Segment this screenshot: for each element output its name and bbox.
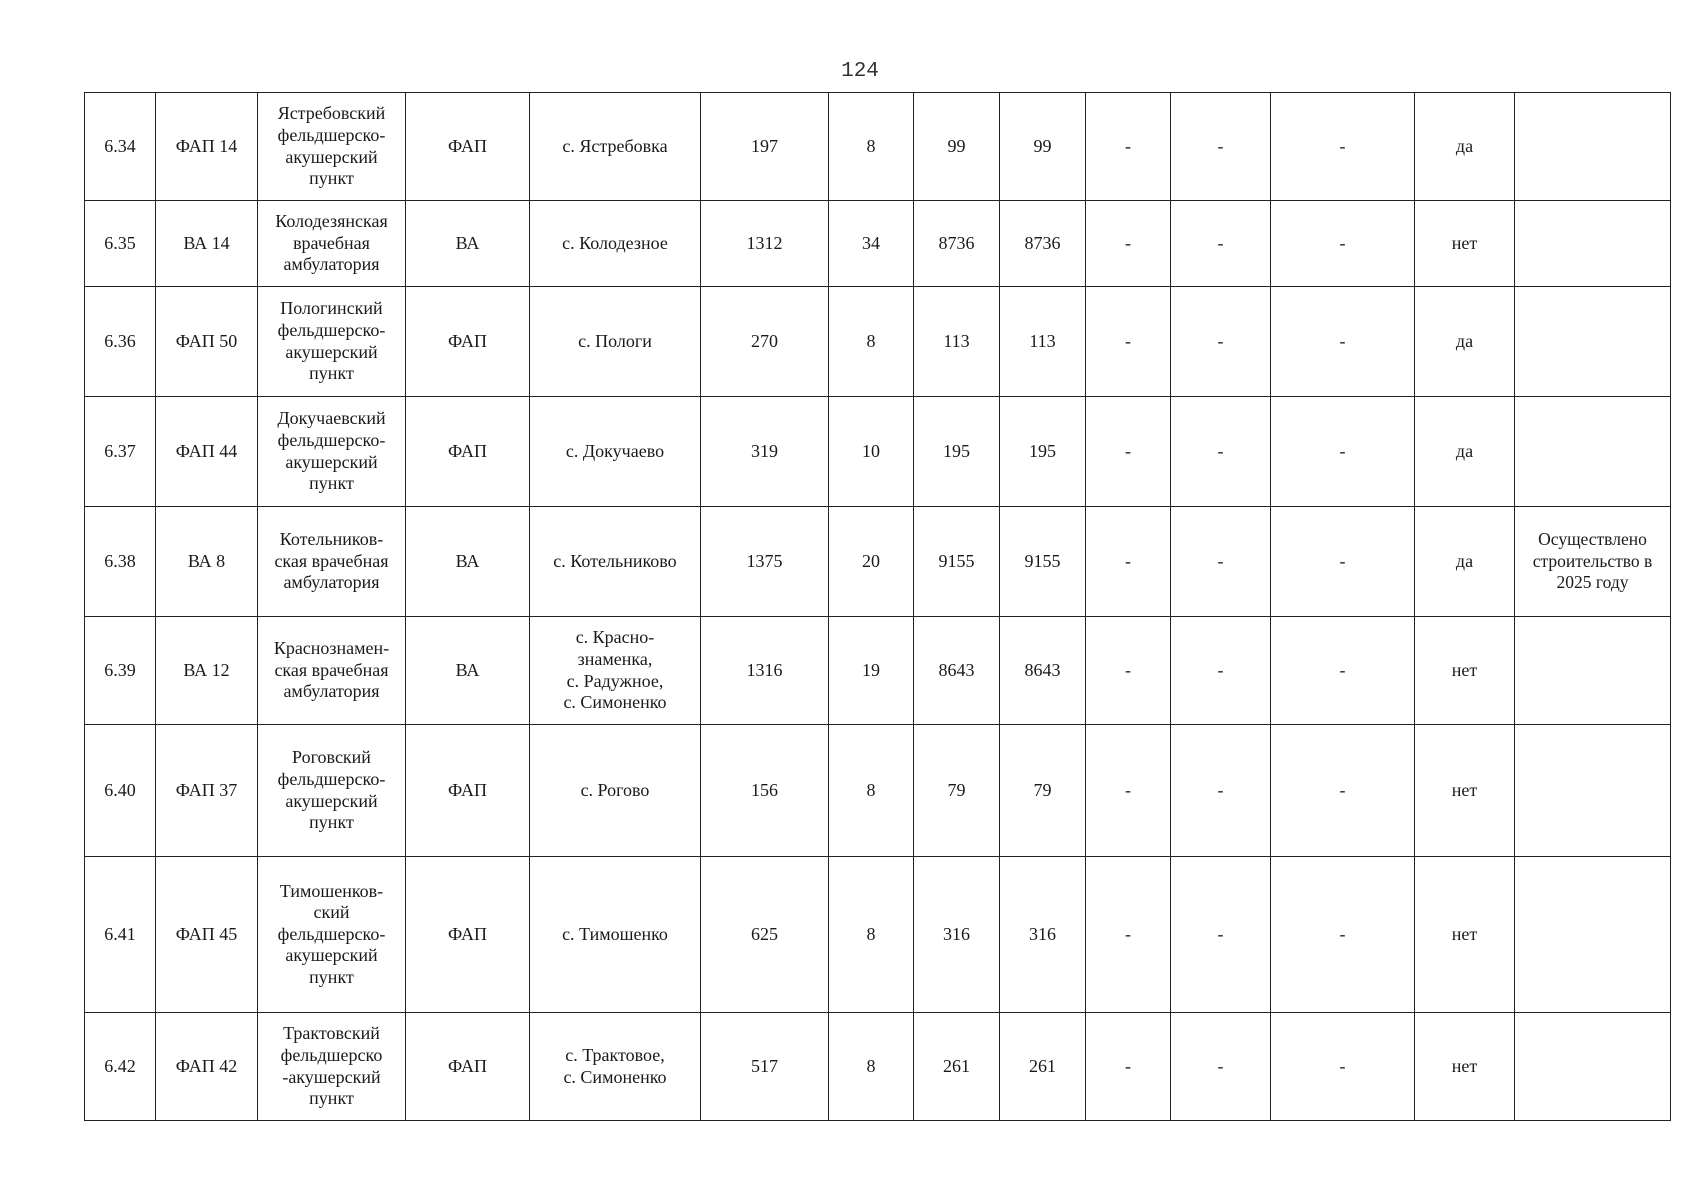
table-row — [85, 617, 1671, 725]
row-number-cell — [85, 725, 156, 857]
dash-1-text: - — [1125, 440, 1131, 461]
dash-2-cell — [1171, 1013, 1271, 1121]
value-4-cell — [1000, 93, 1086, 201]
facility-name-text: Пологинский фельдшерско- акушерский пункт — [277, 298, 386, 384]
value-2-cell — [829, 725, 914, 857]
value-1-text: 156 — [751, 779, 778, 800]
settlement-cell — [530, 397, 701, 507]
flag-cell — [1415, 617, 1515, 725]
facility-name-cell — [258, 617, 406, 725]
facility-name-cell — [258, 93, 406, 201]
value-3-cell — [914, 1013, 1000, 1121]
dash-2-cell — [1171, 287, 1271, 397]
dash-2-cell — [1171, 725, 1271, 857]
facility-type-cell — [406, 1013, 530, 1121]
value-1-text: 517 — [751, 1055, 778, 1076]
dash-1-cell — [1086, 617, 1171, 725]
facility-name-text: Ястребовский фельдшерско- акушерский пункт — [277, 103, 386, 189]
row-number-text: 6.41 — [104, 923, 136, 944]
facility-type-text: ВА — [455, 232, 480, 253]
value-1-cell — [701, 93, 829, 201]
settlement-text: с. Рогово — [580, 779, 650, 800]
page-number: 124 — [841, 60, 879, 83]
row-number-text: 6.36 — [104, 330, 136, 351]
flag-text: нет — [1451, 659, 1478, 680]
facility-name-cell — [258, 507, 406, 617]
value-1-cell — [701, 1013, 829, 1121]
flag-cell — [1415, 507, 1515, 617]
value-1-cell — [701, 507, 829, 617]
dash-3-text: - — [1339, 232, 1346, 253]
facility-type-cell — [406, 397, 530, 507]
facility-name-text: Докучаевский фельдшерско- акушерский пункт — [277, 408, 386, 494]
flag-text: нет — [1451, 923, 1478, 944]
dash-3-text: - — [1339, 440, 1346, 461]
value-3-text: 99 — [947, 135, 966, 156]
value-2-text: 8 — [866, 923, 876, 944]
facility-type-text: ФАП — [447, 1055, 488, 1076]
facility-name-text: Роговский фельдшерско- акушерский пункт — [277, 747, 386, 833]
value-3-cell — [914, 725, 1000, 857]
value-2-cell — [829, 201, 914, 287]
row-number-cell — [85, 287, 156, 397]
value-4-text: 195 — [1029, 440, 1056, 461]
flag-text: нет — [1451, 779, 1478, 800]
value-1-text: 625 — [751, 923, 778, 944]
dash-2-text: - — [1217, 135, 1224, 156]
value-1-cell — [701, 397, 829, 507]
table-row — [85, 93, 1671, 201]
dash-1-cell — [1086, 287, 1171, 397]
facility-name-cell — [258, 725, 406, 857]
note-cell — [1515, 287, 1671, 397]
facility-type-text: ФАП — [447, 440, 488, 461]
value-1-cell — [701, 617, 829, 725]
settlement-cell — [530, 1013, 701, 1121]
value-2-text: 19 — [862, 659, 880, 680]
value-4-cell — [1000, 617, 1086, 725]
dash-2-text: - — [1217, 550, 1224, 571]
settlement-text: с. Ястребовка — [562, 135, 668, 156]
row-number-cell — [85, 857, 156, 1013]
value-1-cell — [701, 725, 829, 857]
note-cell — [1515, 725, 1671, 857]
facility-name-text: Трактовский фельдшерско -акушерский пункт — [280, 1023, 383, 1109]
settlement-text: с. Котельниково — [553, 550, 677, 571]
value-1-cell — [701, 857, 829, 1013]
table-row — [85, 725, 1671, 857]
facility-code-cell — [156, 507, 258, 617]
facility-name-cell — [258, 287, 406, 397]
dash-2-text: - — [1217, 440, 1224, 461]
flag-cell — [1415, 201, 1515, 287]
dash-1-cell — [1086, 201, 1171, 287]
row-number-text: 6.35 — [104, 232, 136, 253]
value-2-text: 8 — [866, 330, 876, 351]
value-2-text: 8 — [866, 779, 876, 800]
value-2-text: 10 — [862, 440, 880, 461]
table-row — [85, 1013, 1671, 1121]
dash-2-cell — [1171, 93, 1271, 201]
facility-name-text: Котельников- ская врачебная амбулатория — [274, 529, 389, 593]
settlement-text: с. Пологи — [578, 330, 652, 351]
value-4-text: 8643 — [1024, 659, 1061, 680]
dash-1-cell — [1086, 93, 1171, 201]
note-cell — [1515, 93, 1671, 201]
value-4-cell — [1000, 201, 1086, 287]
value-2-cell — [829, 507, 914, 617]
value-1-cell — [701, 201, 829, 287]
dash-2-text: - — [1217, 779, 1224, 800]
note-cell — [1515, 201, 1671, 287]
dash-2-text: - — [1217, 232, 1224, 253]
dash-1-cell — [1086, 1013, 1171, 1121]
dash-3-cell — [1271, 507, 1415, 617]
dash-1-text: - — [1125, 550, 1131, 571]
row-number-cell — [85, 201, 156, 287]
facility-code-text: ФАП 45 — [175, 923, 238, 944]
dash-2-cell — [1171, 397, 1271, 507]
row-number-cell — [85, 507, 156, 617]
value-2-text: 20 — [862, 550, 880, 571]
dash-2-cell — [1171, 617, 1271, 725]
value-3-text: 8643 — [938, 659, 975, 680]
value-1-text: 1316 — [746, 659, 783, 680]
value-4-cell — [1000, 287, 1086, 397]
value-3-cell — [914, 201, 1000, 287]
dash-1-text: - — [1125, 1055, 1131, 1076]
note-cell — [1515, 617, 1671, 725]
flag-cell — [1415, 725, 1515, 857]
flag-cell — [1415, 857, 1515, 1013]
table-row — [85, 201, 1671, 287]
facility-name-cell — [258, 201, 406, 287]
value-4-text: 261 — [1029, 1055, 1056, 1076]
value-2-text: 34 — [862, 232, 880, 253]
dash-3-text: - — [1339, 923, 1346, 944]
value-3-text: 316 — [943, 923, 970, 944]
dash-3-cell — [1271, 397, 1415, 507]
value-1-cell — [701, 287, 829, 397]
facility-code-cell — [156, 1013, 258, 1121]
value-4-text: 9155 — [1024, 550, 1061, 571]
dash-3-text: - — [1339, 550, 1346, 571]
value-4-text: 316 — [1029, 923, 1056, 944]
settlement-text: с. Трактовое, с. Симоненко — [563, 1044, 667, 1087]
note-cell — [1515, 397, 1671, 507]
dash-2-cell — [1171, 201, 1271, 287]
settlement-cell — [530, 507, 701, 617]
dash-1-text: - — [1125, 232, 1131, 253]
value-4-text: 113 — [1029, 330, 1056, 351]
value-2-cell — [829, 617, 914, 725]
dash-3-text: - — [1339, 330, 1346, 351]
row-number-cell — [85, 617, 156, 725]
value-2-text: 8 — [866, 135, 876, 156]
value-3-text: 195 — [943, 440, 970, 461]
table-row — [85, 857, 1671, 1013]
dash-1-cell — [1086, 397, 1171, 507]
dash-2-cell — [1171, 507, 1271, 617]
facility-code-cell — [156, 857, 258, 1013]
facility-code-cell — [156, 397, 258, 507]
facility-name-text: Тимошенков- ский фельдшерско- акушерский пункт — [277, 880, 386, 987]
dash-2-cell — [1171, 857, 1271, 1013]
facility-type-text: ФАП — [447, 779, 488, 800]
settlement-cell — [530, 617, 701, 725]
value-3-text: 113 — [943, 330, 970, 351]
note-cell — [1515, 857, 1671, 1013]
value-2-cell — [829, 1013, 914, 1121]
facility-type-text: ФАП — [447, 135, 488, 156]
dash-1-cell — [1086, 507, 1171, 617]
dash-1-text: - — [1125, 923, 1131, 944]
facility-type-cell — [406, 857, 530, 1013]
value-3-cell — [914, 397, 1000, 507]
dash-2-text: - — [1217, 330, 1224, 351]
dash-1-text: - — [1125, 330, 1131, 351]
facility-code-cell — [156, 287, 258, 397]
value-3-text: 261 — [943, 1055, 970, 1076]
dash-3-cell — [1271, 201, 1415, 287]
flag-text: нет — [1451, 232, 1478, 253]
facility-name-text: Колодезянская врачебная амбулатория — [275, 211, 388, 275]
facility-name-cell — [258, 857, 406, 1013]
note-text: Осуществлено строительство в 2025 году — [1532, 528, 1653, 593]
dash-1-text: - — [1125, 779, 1131, 800]
settlement-text: с. Докучаево — [565, 440, 665, 461]
value-3-cell — [914, 507, 1000, 617]
facility-type-cell — [406, 617, 530, 725]
facility-type-text: ВА — [455, 550, 480, 571]
dash-3-text: - — [1339, 659, 1346, 680]
facility-type-cell — [406, 93, 530, 201]
value-4-cell — [1000, 397, 1086, 507]
flag-text: да — [1455, 550, 1474, 571]
flag-text: да — [1455, 330, 1474, 351]
facility-code-text: ВА 12 — [183, 659, 230, 680]
settlement-text: с. Тимошенко — [562, 923, 668, 944]
value-3-text: 9155 — [938, 550, 975, 571]
dash-3-cell — [1271, 857, 1415, 1013]
row-number-text: 6.40 — [104, 779, 136, 800]
row-number-text: 6.34 — [104, 135, 136, 156]
facility-code-cell — [156, 725, 258, 857]
value-2-text: 8 — [866, 1055, 876, 1076]
row-number-text: 6.37 — [104, 440, 136, 461]
value-4-cell — [1000, 725, 1086, 857]
dash-2-text: - — [1217, 1055, 1224, 1076]
value-2-cell — [829, 93, 914, 201]
facility-name-cell — [258, 397, 406, 507]
value-3-cell — [914, 93, 1000, 201]
settlement-cell — [530, 725, 701, 857]
dash-3-cell — [1271, 725, 1415, 857]
facility-type-text: ФАП — [447, 330, 488, 351]
flag-cell — [1415, 287, 1515, 397]
value-4-text: 99 — [1033, 135, 1052, 156]
dash-3-cell — [1271, 1013, 1415, 1121]
flag-text: да — [1455, 135, 1474, 156]
flag-cell — [1415, 1013, 1515, 1121]
note-cell — [1515, 507, 1671, 617]
value-4-text: 79 — [1033, 779, 1052, 800]
facility-type-text: ВА — [455, 659, 480, 680]
value-1-text: 270 — [751, 330, 778, 351]
value-1-text: 1312 — [746, 232, 783, 253]
row-number-cell — [85, 93, 156, 201]
dash-3-cell — [1271, 93, 1415, 201]
dash-2-text: - — [1217, 659, 1224, 680]
dash-1-cell — [1086, 725, 1171, 857]
value-3-text: 8736 — [938, 232, 975, 253]
value-4-cell — [1000, 1013, 1086, 1121]
dash-2-text: - — [1217, 923, 1224, 944]
flag-text: да — [1455, 440, 1474, 461]
facility-type-text: ФАП — [447, 923, 488, 944]
row-number-cell — [85, 1013, 156, 1121]
value-3-cell — [914, 857, 1000, 1013]
settlement-text: с. Красно- знаменка, с. Радужное, с. Симоненко — [563, 627, 667, 713]
facility-type-cell — [406, 201, 530, 287]
facilities-table — [84, 92, 1671, 1121]
dash-1-text: - — [1125, 135, 1131, 156]
value-1-text: 1375 — [746, 550, 783, 571]
table-row — [85, 397, 1671, 507]
value-4-cell — [1000, 507, 1086, 617]
dash-3-text: - — [1339, 779, 1346, 800]
dash-3-text: - — [1339, 135, 1346, 156]
facility-code-text: ФАП 14 — [175, 135, 238, 156]
flag-text: нет — [1451, 1055, 1478, 1076]
facility-code-cell — [156, 617, 258, 725]
value-1-text: 319 — [751, 440, 778, 461]
facility-code-text: ФАП 50 — [175, 330, 238, 351]
table-row — [85, 507, 1671, 617]
dash-3-cell — [1271, 617, 1415, 725]
facility-code-text: ВА 8 — [187, 550, 226, 571]
flag-cell — [1415, 93, 1515, 201]
row-number-cell — [85, 397, 156, 507]
value-1-text: 197 — [751, 135, 778, 156]
facility-code-cell — [156, 201, 258, 287]
value-4-text: 8736 — [1024, 232, 1061, 253]
settlement-cell — [530, 93, 701, 201]
value-3-cell — [914, 287, 1000, 397]
settlement-cell — [530, 287, 701, 397]
value-2-cell — [829, 397, 914, 507]
settlement-text: с. Колодезное — [562, 232, 668, 253]
table-row — [85, 287, 1671, 397]
settlement-cell — [530, 857, 701, 1013]
value-3-text: 79 — [947, 779, 966, 800]
facility-name-text: Краснознамен- ская врачебная амбулатория — [273, 638, 390, 702]
facility-code-text: ФАП 37 — [175, 779, 238, 800]
value-2-cell — [829, 287, 914, 397]
facility-code-text: ФАП 44 — [175, 440, 238, 461]
facility-code-text: ВА 14 — [183, 232, 230, 253]
row-number-text: 6.42 — [104, 1055, 136, 1076]
row-number-text: 6.39 — [104, 659, 136, 680]
note-cell — [1515, 1013, 1671, 1121]
value-4-cell — [1000, 857, 1086, 1013]
table-body — [85, 93, 1671, 1121]
value-2-cell — [829, 857, 914, 1013]
value-3-cell — [914, 617, 1000, 725]
facility-name-cell — [258, 1013, 406, 1121]
dash-3-text: - — [1339, 1055, 1346, 1076]
flag-cell — [1415, 397, 1515, 507]
facility-code-text: ФАП 42 — [175, 1055, 238, 1076]
facility-type-cell — [406, 725, 530, 857]
dash-1-text: - — [1125, 659, 1131, 680]
settlement-cell — [530, 201, 701, 287]
facility-type-cell — [406, 287, 530, 397]
facility-code-cell — [156, 93, 258, 201]
dash-3-cell — [1271, 287, 1415, 397]
dash-1-cell — [1086, 857, 1171, 1013]
facility-type-cell — [406, 507, 530, 617]
row-number-text: 6.38 — [104, 550, 136, 571]
